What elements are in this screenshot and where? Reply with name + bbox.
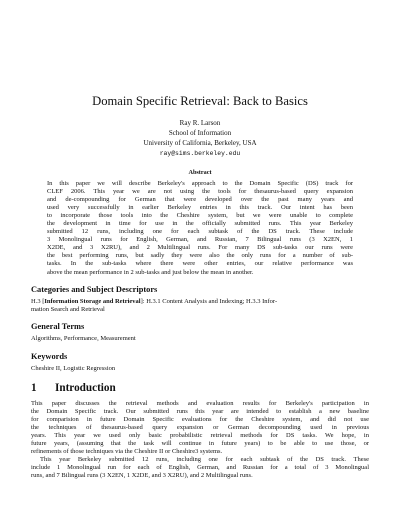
categories-line: mation Search and Retrieval	[31, 306, 105, 314]
intro-paragraph-1	[31, 400, 369, 456]
author-affiliation-school: School of Information	[168, 129, 232, 138]
abstract-body	[47, 180, 353, 277]
abstract-heading: Abstract	[188, 169, 212, 176]
categories-heading: Categories and Subject Descriptors	[31, 285, 158, 294]
paragraph-line: future years, (assuming that the task will continue in future years) to be able to use those, or	[31, 440, 369, 448]
abstract-line: In this paper we will describe Berkeley's approach to the Domain Specific (DS) track for	[47, 180, 353, 187]
abstract-line: CLEF 2006. This year we are not using the tools for thesaurus-based query expansion	[47, 188, 353, 196]
author-block	[0, 118, 400, 159]
abstract-line: the best performing runs, but sadly they were also the only runs for a number of sub-	[47, 252, 353, 260]
paragraph-line: This paper discusses the retrieval methods and evaluation results for Berkeley's participation in	[31, 400, 369, 407]
paragraph-line: years. This year we used only basic probabilistic retrieval methods for DS tasks. We hope, in	[31, 432, 369, 440]
paragraph-line: the Domain Specific track. Our submitted runs this year are intended to establish a new baseline	[31, 408, 369, 416]
abstract-line: above the mean performance in 2 sub-tasks and just below the mean in another.	[47, 268, 254, 276]
author-affiliation-university: University of California, Berkeley, USA	[143, 139, 257, 148]
paper-title: Domain Specific Retrieval: Back to Basics	[92, 94, 308, 108]
section-title: Introduction	[55, 382, 116, 394]
abstract-line: tasks. In the sub-tasks where there were other entries, our relative performance was	[47, 260, 353, 268]
paragraph-line: the techniques of thesaurus-based query expansion or German decompounding used in previous	[31, 424, 369, 432]
paragraph-line: for comparision in future Domain Specific evaluations for the Cheshire system, and did not use	[31, 416, 369, 424]
intro-paragraph-2	[31, 456, 369, 480]
keywords-heading: Keywords	[31, 352, 68, 361]
abstract-line: to incorporate those tools into the Cheshire system, but we were unable to complete	[47, 212, 353, 220]
abstract-line: the development in time for use in the officially submitted runs. This year Berkeley	[47, 220, 353, 228]
abstract-line: and de-compounding for German that were developed over the past many years and	[47, 196, 353, 204]
general-terms-body: Algorithms, Performance, Measurement	[31, 335, 136, 342]
categories-bold-term: Information Storage and Retrieval	[44, 298, 141, 305]
paragraph-line: runs, and 7 Bilingual runs (3 X2EN, 1 X2DE, and 3 X2RU), and 2 Multilingual runs.	[31, 472, 253, 480]
abstract-line: submitted 12 runs, including one for each subtask of the DS track. These include	[47, 228, 353, 236]
introduction-heading	[31, 382, 116, 394]
paragraph-line: This year Berkeley submitted 12 runs, including one for each subtask of the DS track. These	[40, 456, 369, 463]
paragraph-line: refinements of those techniques via the Cheshire II or Cheshire3 systems.	[31, 448, 223, 456]
author-name: Ray R. Larson	[179, 119, 221, 127]
general-terms-heading: General Terms	[31, 322, 85, 331]
abstract-line: 3 Monolingual runs for English, German, and Russian, 7 Bilingual runs (3 X2EN, 1	[47, 236, 353, 244]
keywords-body: Cheshire II, Logistic Regression	[31, 365, 116, 372]
author-email: ray@sims.berkeley.edu	[159, 149, 241, 157]
abstract-line: used very successfully in earlier Berkeley entries in this track. Our intent has been	[47, 204, 353, 212]
paragraph-line: include 1 Monolingual run for each of English, German, and Russian for a total of 3 Monolingual	[31, 464, 369, 472]
section-number: 1	[31, 382, 37, 394]
categories-prefix: H.3 [	[31, 298, 45, 305]
abstract-line: X2DE, and 3 X2RU), and 2 Multilingual runs. For many DS sub-tasks our runs were	[47, 244, 353, 252]
categories-line	[31, 298, 369, 306]
categories-body	[31, 298, 369, 314]
categories-rest: ]: H.3.1 Content Analysis and Indexing; H.3.3 Infor-	[140, 298, 278, 305]
